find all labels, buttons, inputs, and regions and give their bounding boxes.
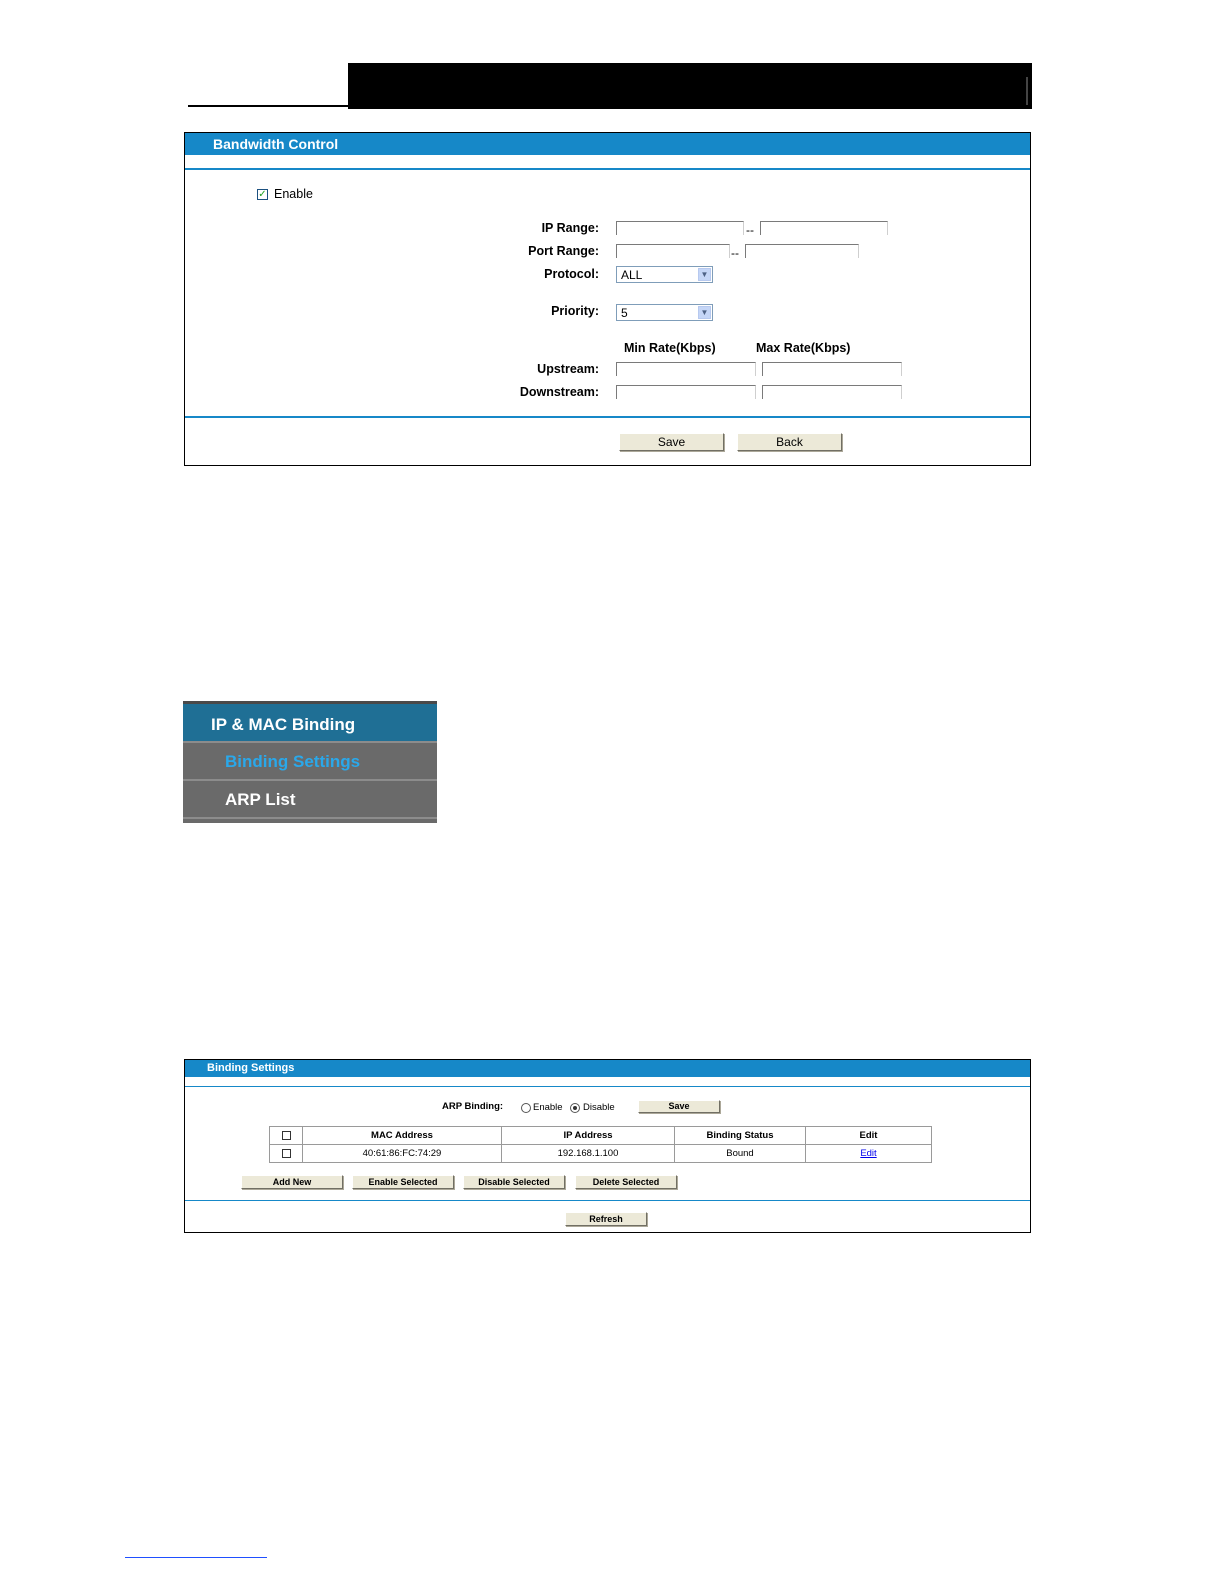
select-all-checkbox[interactable] — [282, 1131, 291, 1140]
save-button[interactable]: Save — [619, 433, 724, 451]
enable-selected-button[interactable]: Enable Selected — [352, 1175, 454, 1189]
downstream-min-input[interactable] — [616, 385, 756, 399]
protocol-label: Protocol: — [544, 267, 599, 281]
panel-title — [185, 1060, 1030, 1077]
menu-item-label: Binding Settings — [225, 752, 361, 771]
min-rate-header: Min Rate(Kbps) — [624, 341, 716, 355]
table-header-row — [270, 1127, 932, 1145]
upstream-label: Upstream: — [537, 362, 599, 376]
binding-settings-panel — [184, 1059, 1031, 1233]
mac-address-cell: 40:61:86:FC:74:29 — [303, 1145, 502, 1163]
menu-bottom-rule — [183, 817, 437, 819]
arp-disable-label: Disable — [583, 1102, 615, 1113]
arp-enable-radio[interactable] — [521, 1103, 531, 1113]
binding-title: Binding Settings — [207, 1062, 295, 1074]
priority-select[interactable] — [616, 304, 713, 321]
radio-dot — [573, 1106, 577, 1110]
menu-title[interactable] — [183, 701, 437, 741]
ip-range-start-input[interactable] — [616, 221, 744, 235]
port-range-end-input[interactable] — [745, 244, 859, 258]
menu-item-binding-settings[interactable] — [183, 741, 437, 777]
edit-link[interactable]: Edit — [860, 1148, 877, 1159]
col-edit: Edit — [806, 1127, 932, 1145]
binding-table — [269, 1126, 932, 1163]
table-row — [270, 1145, 932, 1163]
ip-range-separator: -- — [746, 223, 754, 237]
menu-item-arp-list[interactable] — [183, 779, 437, 815]
priority-label: Priority: — [551, 304, 599, 318]
upstream-min-input[interactable] — [616, 362, 756, 376]
enable-checkbox[interactable]: ✓ — [258, 189, 267, 200]
col-mac-address: MAC Address — [303, 1127, 502, 1145]
arp-disable-radio[interactable] — [570, 1103, 580, 1113]
port-range-start-input[interactable] — [616, 244, 730, 258]
max-rate-header: Max Rate(Kbps) — [756, 341, 851, 355]
menu-item-label: ARP List — [225, 790, 296, 809]
panel-title — [185, 133, 1030, 155]
ip-mac-binding-menu — [183, 701, 437, 823]
row-select-cell — [270, 1145, 303, 1163]
delete-selected-button[interactable]: Delete Selected — [575, 1175, 677, 1189]
arp-enable-label: Enable — [533, 1102, 563, 1113]
downstream-max-input[interactable] — [762, 385, 902, 399]
row-checkbox[interactable] — [282, 1149, 291, 1158]
chevron-down-icon[interactable]: ▼ — [698, 306, 711, 319]
col-ip-address: IP Address — [502, 1127, 675, 1145]
disable-selected-button[interactable]: Disable Selected — [463, 1175, 565, 1189]
edit-cell — [806, 1145, 932, 1163]
back-button[interactable]: Back — [737, 433, 842, 451]
menu-title-label: IP & MAC Binding — [211, 715, 356, 734]
ip-address-cell: 192.168.1.100 — [502, 1145, 675, 1163]
downstream-label: Downstream: — [519, 385, 599, 399]
priority-value: 5 — [621, 306, 628, 320]
arp-save-button[interactable]: Save — [638, 1100, 720, 1113]
header-notch — [1026, 77, 1028, 105]
add-new-button[interactable]: Add New — [241, 1175, 343, 1189]
ip-range-end-input[interactable] — [760, 221, 888, 235]
bandwidth-title: Bandwidth Control — [213, 136, 339, 152]
bandwidth-control-panel — [184, 132, 1031, 466]
port-range-separator: -- — [731, 246, 739, 260]
footer-divider — [185, 1200, 1030, 1201]
select-all-cell — [270, 1127, 303, 1145]
header-bar — [348, 63, 1032, 109]
protocol-value: ALL — [621, 268, 643, 282]
title-underline — [185, 168, 1030, 170]
arp-binding-label: ARP Binding: — [442, 1101, 504, 1112]
header-rule — [188, 105, 348, 107]
enable-label: Enable — [274, 187, 313, 201]
footer-link-underline[interactable] — [125, 1557, 267, 1558]
protocol-select[interactable] — [616, 266, 713, 283]
port-range-label: Port Range: — [528, 244, 599, 258]
ip-range-label: IP Range: — [541, 221, 599, 235]
col-binding-status: Binding Status — [675, 1127, 806, 1145]
upstream-max-input[interactable] — [762, 362, 902, 376]
binding-status-cell: Bound — [675, 1145, 806, 1163]
footer-divider — [185, 416, 1030, 418]
refresh-button[interactable]: Refresh — [565, 1212, 647, 1226]
chevron-down-icon[interactable]: ▼ — [698, 268, 711, 281]
title-underline — [185, 1086, 1030, 1087]
